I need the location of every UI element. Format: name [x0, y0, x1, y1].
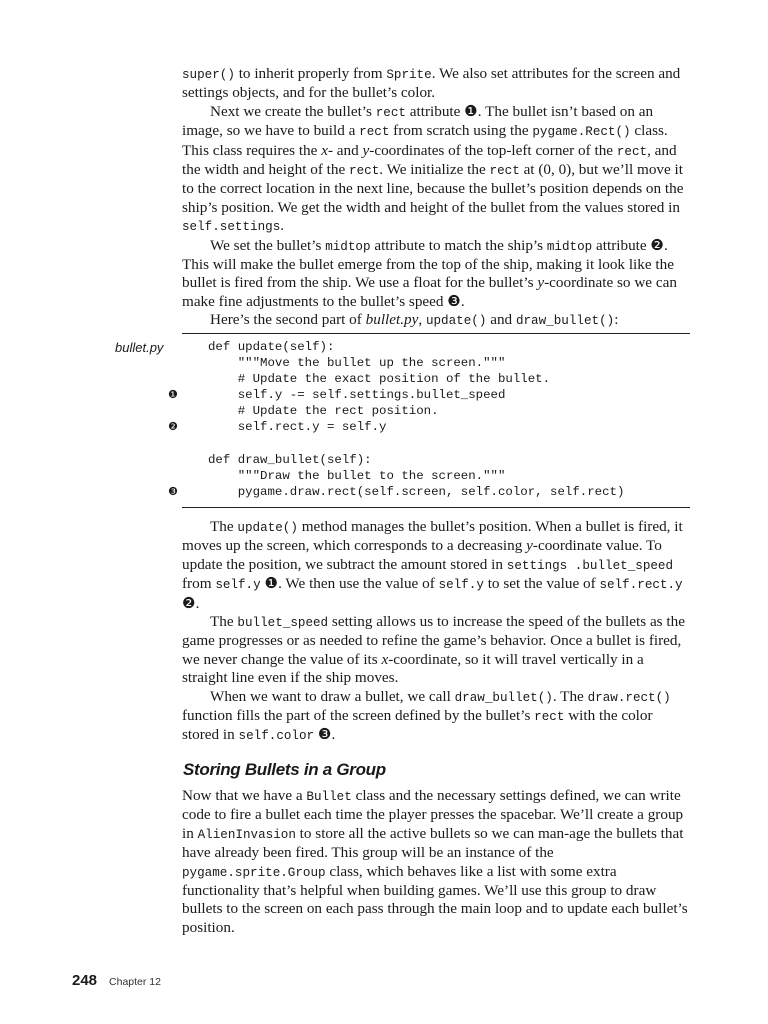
listing-label: bullet.py	[115, 340, 164, 355]
paragraph-create-rect: Next we create the bullet’s rect attribute ❶. The bullet isn’t based on an image, so we have to build a rect from scratch using the pygame.Rect() class. This class requires the x- and y-coordinates of the top-left corner of the rect, and the width and height of the rect. We initialize the rect at (0, 0), but we’ll move it to the correct location in the next line, because the bullet’s position depends on the ship’s position. We get the width and height of the bullet from the values stored in self.settings.	[182, 102, 684, 235]
listing-bottom-rule	[182, 507, 690, 508]
code-listing	[208, 339, 624, 500]
listing-top-rule	[182, 333, 690, 334]
top-body-text	[182, 65, 690, 331]
page-footer	[72, 972, 161, 990]
middle-body-text	[182, 518, 690, 746]
code-line	[208, 436, 624, 452]
code-line: self.rect.y = self.y	[208, 420, 387, 435]
callout-3-icon: ❸	[168, 485, 178, 498]
bottom-body-text	[182, 787, 690, 937]
paragraph-storing-bullets: Now that we have a Bullet class and the necessary settings defined, we can write code to fire a bullet each time the player presses the spacebar. We’ll create a group in AlienInvasion to store all the active bullets so we can man-age the bullets that have already been fired. This group will be an instance of the pygame.sprite.Group class, which behaves like a list with some extra functionality that’s helpful when building games. We’ll use this group to draw bullets to the screen on each pass through the main loop and to update each bullet’s position.	[182, 787, 688, 936]
callout-1-icon: ❶	[168, 388, 178, 401]
code-line: """Draw the bullet to the screen."""	[208, 468, 506, 483]
code-line: def draw_bullet(self):	[208, 452, 372, 467]
chapter-label: Chapter 12	[109, 976, 161, 988]
code-line: # Update the rect position.	[208, 404, 439, 419]
code-line: """Move the bullet up the screen."""	[208, 356, 506, 371]
callout-2-icon: ❷	[168, 420, 178, 433]
paragraph-update-method: The update() method manages the bullet’s position. When a bullet is fired, it moves up the screen, which corresponds to a decreasing y-coordinate value. To update the position, we subtract the amount stored in settings .bullet_speed from self.y ❶. We then use the value of self.y to set the value of self.rect.y ❷.	[182, 518, 683, 612]
paragraph-super-inherit: super() to inherit properly from Sprite. We also set attributes for the screen and settings objects, and for the bullet’s color.	[182, 65, 681, 102]
code-line: def update(self):	[208, 340, 335, 354]
paragraph-midtop: We set the bullet’s midtop attribute to match the ship’s midtop attribute ❷. This will make the bullet emerge from the top of the ship, making it look like the bullet is fired from the ship. We use a float for the bullet’s y-coordinate so we can make fine adjustments to the bullet’s speed ❸.	[182, 236, 677, 310]
code-line: self.y -= self.settings.bullet_speed	[208, 388, 506, 403]
section-heading: Storing Bullets in a Group	[183, 760, 386, 779]
paragraph-second-part: Here’s the second part of bullet.py, update() and draw_bullet():	[210, 311, 619, 329]
page-number: 248	[72, 972, 98, 989]
paragraph-draw-bullet: When we want to draw a bullet, we call draw_bullet(). The draw.rect() function fills the part of the screen defined by the bullet’s rect with the color stored in self.color ❸.	[182, 687, 671, 744]
code-line: pygame.draw.rect(self.screen, self.color, self.rect)	[208, 484, 625, 499]
code-line: # Update the exact position of the bullet.	[208, 372, 551, 387]
paragraph-bullet-speed: The bullet_speed setting allows us to increase the speed of the bullets as the game progresses or as needed to refine the game’s behavior. Once a bullet is fired, we never change the value of its x-coordinate, so it will travel vertically in a straight line even if the ship moves.	[182, 613, 685, 687]
